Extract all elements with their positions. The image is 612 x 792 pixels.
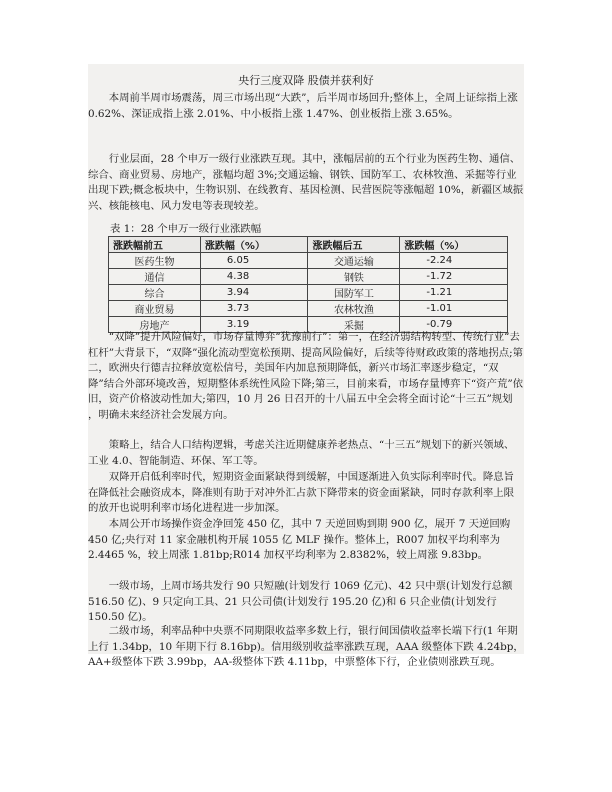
industry-change-table <box>108 236 508 333</box>
table-cell: 房地产 <box>109 317 201 333</box>
paragraph-primary-market: 一级市场，上周市场共发行 90 只短融(计划发行 1069 亿元)、42 只中票(计划发行总额 516.50 亿)、9 只定向工具、21 只公司债(计划发行 195.20 亿)和 6 只企业债(计划发行 150.50 亿)。 <box>88 580 516 623</box>
table-cell: 交通运输 <box>308 253 400 269</box>
table-cell: 商业贸易 <box>109 301 201 317</box>
table-cell: 3.19 <box>200 317 308 333</box>
table-row <box>109 285 508 301</box>
table-cell: 6.05 <box>200 253 308 269</box>
table-header: 涨跌幅（%） <box>400 237 508 253</box>
table-header: 涨跌幅（%） <box>200 237 308 253</box>
paragraph-market-overview: 本周前半周市场震荡，周三市场出现“大跌”，后半周市场回升;整体上，全周上证综指上涨 0.62%、深证成指上涨 2.01%、中小板指上涨 1.47%、创业板指上涨 3.65%。 <box>88 92 522 120</box>
paragraph-double-cut: “双降”提升风险偏好，市场存量博弈“犹豫前行”：第一，在经济弱结构转型、传统行业“去杠杆”大背景下，“双降”强化流动型宽松预期、提高风险偏好，后续等待财政政策的落地拐点;第二，欧洲央行德吉拉释放宽松信号，美国年内加息预期降低，新兴市场汇率逐步稳定，“双降”结合外部环境改善，短期整体系统性风险下降;第三，目前来看，市场存量博弈下“资产荒”依旧，资产价格波动性加大;第四，10 月 26 日召开的十八届五中全会将全面讨论“十三五”规划 ，明确未来经济社会发展方向。 <box>88 331 524 421</box>
table-row <box>109 301 508 317</box>
table-cell: 通信 <box>109 269 201 285</box>
paragraph-industry: 行业层面，28 个申万一级行业涨跌互现。其中，涨幅居前的五个行业为医药生物、通信、综合、商业贸易、房地产，涨幅均超 3%;交通运输、钢铁、国防军工、农林牧渔、采掘等行业出现下跌;概念板块中，生物识别、在线教育、基因检测、民营医院等涨幅超 10%，新疆区域振兴、核能核电、风力发电等表现较差。 <box>88 153 524 212</box>
table-cell: 国防军工 <box>308 285 400 301</box>
table-cell: -1.01 <box>400 301 508 317</box>
table-cell: 3.73 <box>200 301 308 317</box>
table-cell: -2.24 <box>400 253 508 269</box>
table-cell: 钢铁 <box>308 269 400 285</box>
page-title: 央行三度双降 股债并获利好 <box>238 74 374 87</box>
table-header-row <box>109 237 508 253</box>
table-cell: 4.38 <box>200 269 308 285</box>
paragraph-low-rate: 双降开启低利率时代，短期资金面紧缺得到缓解，中国逐渐进入负实际利率时代。降息旨在降低社会融资成本，降准则有助于对冲外汇占款下降带来的资金面紧缺，同时存款利率上限的放开也说明利率市场化进程进一步加深。 <box>88 471 515 514</box>
paragraph-open-market: 本周公开市场操作资金净回笼 450 亿，其中 7 天逆回购到期 900 亿，展开 7 天逆回购 450 亿;央行对 11 家金融机构开展 1055 亿 MLF 操作。整体上，R007 加权平均利率为 2.4465 %，较上周涨 1.81bp;R014 加权平均利率为 2.8382%，较上周涨 9.83bp。 <box>88 518 514 561</box>
table-cell: -1.72 <box>400 269 508 285</box>
table-cell: 采掘 <box>308 317 400 333</box>
table-cell: -1.21 <box>400 285 508 301</box>
paragraph-strategy: 策略上，结合人口结构逻辑，考虑关注近期健康养老热点、“十三五”规划下的新兴领域、工业 4.0、智能制造、环保、军工等。 <box>88 439 515 467</box>
table-cell: 3.94 <box>200 285 308 301</box>
table-cell: 医药生物 <box>109 253 201 269</box>
document-body <box>88 64 524 668</box>
table-row <box>109 269 508 285</box>
table-header: 涨跌幅后五 <box>308 237 400 253</box>
table-header: 涨跌幅前五 <box>109 237 201 253</box>
table-row <box>109 253 508 269</box>
paragraph-secondary-market: 二级市场，利率品种中央票不同期限收益率多数上行，银行间国债收益率长端下行(1 年期上行 1.34bp，10 年期下行 8.16bp)。信用级别收益率涨跌互现，AAA 级整体下跌 4.24bp，AA+级整体下跌 3.99bp，AA-级整体下跌 4.11bp，中票整体下行，企业债则涨跌互现。 <box>88 625 524 668</box>
table-caption: 表 1：28 个申万一级行业涨跌幅 <box>110 223 262 235</box>
table-cell: -0.79 <box>400 317 508 333</box>
table-cell: 农林牧渔 <box>308 301 400 317</box>
table-cell: 综合 <box>109 285 201 301</box>
